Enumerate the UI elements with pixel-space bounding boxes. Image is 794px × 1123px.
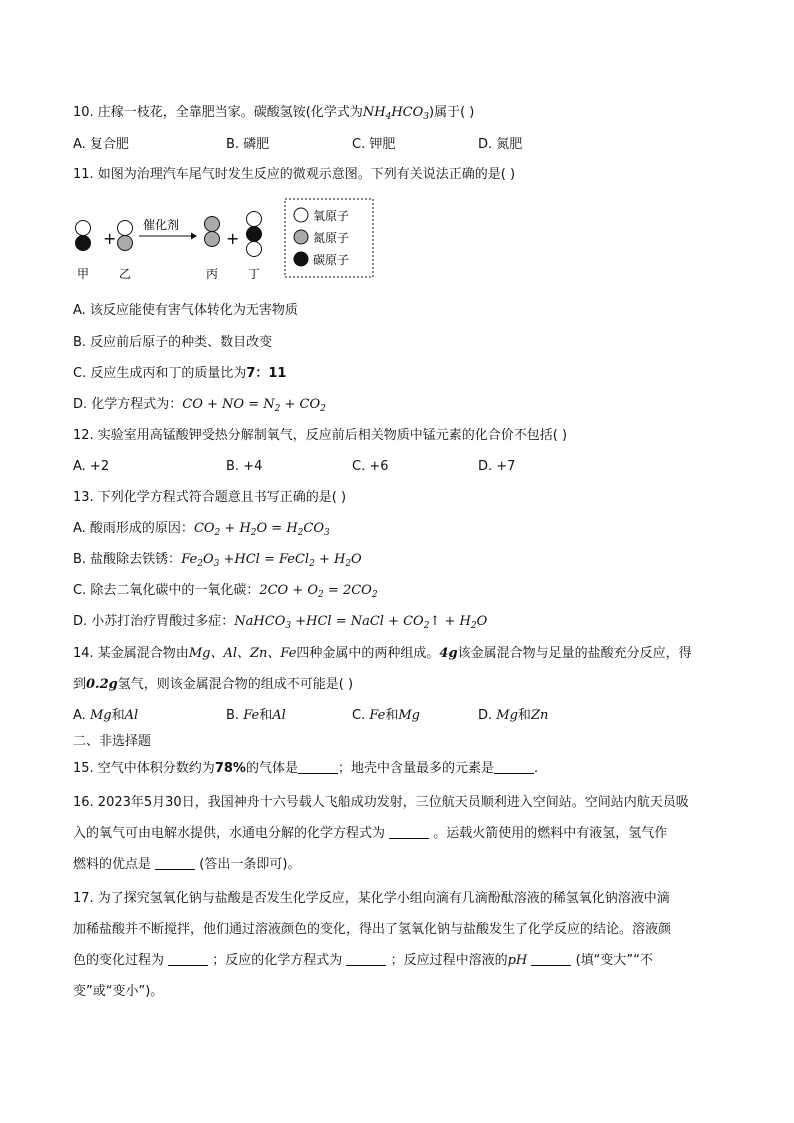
q10-option-c: C. 钾肥 bbox=[352, 137, 396, 152]
equation: $Fe_2O_3 +HCl$ = FeCl$_2$ + $H_2O$ bbox=[181, 552, 362, 569]
mass-ratio: 7：11 bbox=[246, 366, 287, 381]
q11-option-b: B. 反应前后原子的种类、数目改变 bbox=[73, 335, 273, 350]
arrow-head-icon bbox=[191, 233, 197, 240]
legend-nitrogen-label: 氮原子 bbox=[313, 231, 350, 245]
plus-sign: + bbox=[226, 229, 240, 248]
oxygen-atom bbox=[118, 221, 133, 236]
nitrogen-atom bbox=[205, 217, 220, 232]
plus-sign: + bbox=[103, 229, 117, 248]
metal-list: Mg、Al、Zn、Fe bbox=[188, 646, 297, 661]
equation: $2CO + O_2 = 2CO_2$ bbox=[259, 583, 378, 600]
equation: CO + NO = $N_2 + CO_2$ bbox=[182, 397, 326, 414]
legend-oxygen-label: 氧原子 bbox=[313, 209, 350, 223]
q10-option-b: B. 磷肥 bbox=[226, 137, 270, 152]
q17-line-1: 17. 为了探究氢氧化钠与盐酸是否发生化学反应，某化学小组向滴有几滴酚酞溶液的稀氢氧化钠溶液中滴 bbox=[73, 891, 670, 906]
q15: 15. 空气中体积分数约为78%的气体是 ；地壳中含量最多的元素是 . bbox=[73, 761, 539, 776]
reaction-diagram bbox=[73, 196, 383, 286]
answer-blank[interactable] bbox=[389, 826, 429, 839]
q12-option-b: B. +4 bbox=[226, 459, 263, 474]
oxygen-atom bbox=[76, 221, 91, 236]
q13-option-a: A. 酸雨形成的原因：$CO_2 + H_2O = H_2CO_3$ bbox=[73, 521, 330, 538]
answer-blank[interactable] bbox=[298, 761, 338, 774]
hydrogen-mass: 0.2g bbox=[86, 677, 118, 692]
q10-option-a: A. 复合肥 bbox=[73, 137, 129, 152]
carbon-atom bbox=[76, 236, 91, 251]
label-bing: 丙 bbox=[206, 267, 219, 281]
q14-option-c: C. Fe和Mg bbox=[352, 708, 421, 723]
label-ding: 丁 bbox=[248, 267, 261, 281]
label-jia: 甲 bbox=[77, 267, 90, 281]
q10-stem bbox=[73, 104, 474, 122]
oxygen-atom bbox=[247, 242, 262, 257]
q11-stem: 11. 如图为治理汽车尾气时发生反应的微观示意图。下列有关说法正确的是( ) bbox=[73, 167, 516, 182]
q14-option-b: B. Fe和Al bbox=[226, 708, 286, 723]
label-yi: 乙 bbox=[119, 267, 132, 281]
q16-line-3: 燃料的优点是 (答出一条即可)。 bbox=[73, 857, 301, 872]
q10-stem-text: 10. 庄稼一枝花，全靠肥当家。碳酸氢铵(化学式为 bbox=[73, 105, 363, 120]
q13-option-d: D. 小苏打治疗胃酸过多症：NaHCO$_3$ +HCl = NaCl + $CO_2↑ + H_2O$ bbox=[73, 614, 488, 631]
q14-line-2: 到0.2g氢气，则该金属混合物的组成不可能是( ) bbox=[73, 677, 354, 692]
q12-stem: 12. 实验室用高锰酸钾受热分解制氧气，反应前后相关物质中锰元素的化合价不包括( ) bbox=[73, 428, 568, 443]
q10-tail: )属于( ) bbox=[429, 105, 475, 120]
ph-symbol: pH bbox=[507, 953, 528, 968]
q16-line-1: 16. 2023年5月30日，我国神舟十六号载人飞船成功发射，三位航天员顺利进入空间站。空间站内航天员吸 bbox=[73, 795, 689, 810]
mass-value: 4g bbox=[439, 646, 458, 661]
q11-option-d: D. 化学方程式为：CO + NO = $N_2 + CO_2$ bbox=[73, 397, 326, 414]
q17-line-2: 加稀盐酸并不断搅拌，他们通过溶液颜色的变化，得出了氢氧化钠与盐酸发生了化学反应的结论。溶液颜 bbox=[73, 922, 672, 937]
q11-option-a: A. 该反应能使有害气体转化为无害物质 bbox=[73, 303, 298, 318]
q17-line-4: 变”或“变小”)。 bbox=[73, 984, 164, 999]
q14-line-1: 14. 某金属混合物由Mg、Al、Zn、Fe四种金属中的两种组成。4g该金属混合物与足量的盐酸充分反应，得 bbox=[73, 646, 692, 661]
carbon-atom bbox=[247, 227, 262, 242]
answer-blank[interactable] bbox=[346, 953, 386, 966]
q12-option-c: C. +6 bbox=[352, 459, 389, 474]
q11-option-c: C. 反应生成丙和丁的质量比为7：11 bbox=[73, 366, 287, 381]
equation: NaHCO$_3$ +HCl = NaCl + $CO_2↑ + H_2O$ bbox=[234, 614, 488, 631]
answer-blank[interactable] bbox=[155, 857, 195, 870]
percent-value: 78% bbox=[214, 761, 246, 776]
q13-option-b: B. 盐酸除去铁锈：$Fe_2O_3 +HCl$ = FeCl$_2$ + $H_2O$ bbox=[73, 552, 362, 569]
answer-blank[interactable] bbox=[168, 953, 208, 966]
answer-blank[interactable] bbox=[531, 953, 571, 966]
q13-stem: 13. 下列化学方程式符合题意且书写正确的是( ) bbox=[73, 490, 347, 505]
nitrogen-atom bbox=[205, 232, 220, 247]
q12-option-a: A. +2 bbox=[73, 459, 110, 474]
legend-carbon-label: 碳原子 bbox=[313, 253, 350, 267]
q14-option-a: A. Mg和Al bbox=[73, 708, 139, 723]
q16-line-2: 入的氧气可由电解水提供，水通电分解的化学方程式为 。运载火箭使用的燃料中有液氢，氢气作 bbox=[73, 826, 668, 841]
answer-blank[interactable] bbox=[494, 761, 534, 774]
q12-option-d: D. +7 bbox=[478, 459, 516, 474]
q10-option-d: D. 氮肥 bbox=[478, 137, 523, 152]
q13-option-c: C. 除去二氧化碳中的一氧化碳：$2CO + O_2 = 2CO_2$ bbox=[73, 583, 378, 600]
oxygen-atom bbox=[247, 212, 262, 227]
q17-line-3: 色的变化过程为 ；反应的化学方程式为 ；反应过程中溶液的pH (填“变大”“不 bbox=[73, 953, 653, 968]
section-heading: 二、非选择题 bbox=[73, 734, 152, 749]
q14-option-d: D. Mg和Zn bbox=[478, 708, 549, 723]
legend-oxygen-icon bbox=[294, 208, 308, 222]
nitrogen-atom bbox=[118, 236, 133, 251]
legend-nitrogen-icon bbox=[294, 230, 308, 244]
legend-carbon-icon bbox=[294, 252, 308, 266]
q10-formula: $NH_4HCO_3$ bbox=[362, 105, 430, 122]
catalyst-label: 催化剂 bbox=[143, 218, 180, 232]
equation: $CO_2 + H_2O = H_2CO_3$ bbox=[193, 521, 330, 538]
